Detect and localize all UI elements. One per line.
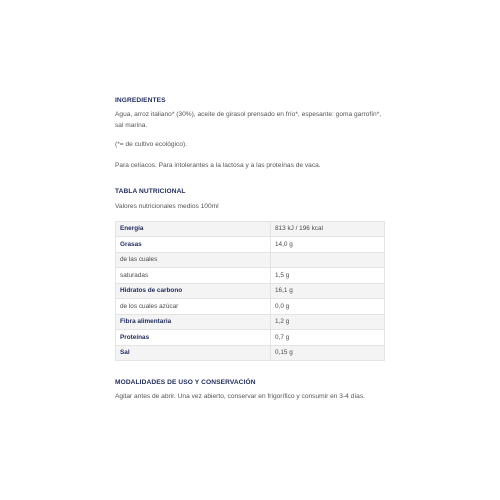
ingredients-text: Agua, arroz italiano* (30%), aceite de girasol prensado en frío*, espesante: goma garrofín*, sal marina. <box>115 111 382 129</box>
nutrient-name: Sal <box>116 345 271 361</box>
nutrient-value: 0,0 g <box>271 299 385 315</box>
nutrient-value: 14,0 g <box>271 237 385 253</box>
nutrient-value: 1,5 g <box>271 268 385 284</box>
nutrient-name: de los cuales azúcar <box>116 299 271 315</box>
usage-text: Agitar antes de abrir. Una vez abierto, conservar en frigorífico y consumir en 3-4 días. <box>115 393 365 401</box>
nutrient-name: Fibra alimentaria <box>116 314 271 330</box>
nutrient-value: 0,7 g <box>271 330 385 346</box>
product-info-content <box>115 96 387 403</box>
table-row <box>116 345 385 361</box>
table-row <box>116 268 385 284</box>
nutrient-name: Hidratos de carbono <box>116 283 271 299</box>
nutrient-name: Proteínas <box>116 330 271 346</box>
nutrient-value: 1,2 g <box>271 314 385 330</box>
table-row <box>116 221 385 237</box>
nutrient-name: saturadas <box>116 268 271 284</box>
celiac-note: Para celíacos. Para intolerantes a la lactosa y a las proteínas de vaca. <box>115 161 321 169</box>
nutrition-table <box>115 221 385 362</box>
nutrition-table-body <box>116 221 385 361</box>
table-row <box>116 252 385 268</box>
table-row <box>116 330 385 346</box>
table-row <box>116 237 385 253</box>
nutrient-value: 0,15 g <box>271 345 385 361</box>
ingredients-title: INGREDIENTES <box>115 97 166 104</box>
table-row <box>116 283 385 299</box>
nutrient-name: Energía <box>116 221 271 237</box>
nutrition-title: TABLA NUTRICIONAL <box>115 188 186 196</box>
nutrient-value: 16,1 g <box>271 283 385 299</box>
nutrient-value <box>271 252 385 268</box>
nutrient-name: Grasas <box>116 237 271 253</box>
nutrition-subtitle: Valores nutricionales medios 100ml <box>115 203 219 211</box>
usage-title: MODALIDADES DE USO Y CONSERVACIÓN <box>115 379 256 387</box>
nutrient-value: 813 kJ / 196 kcal <box>271 221 385 237</box>
eco-note: (*= de cultivo ecológico). <box>115 141 188 149</box>
table-row <box>116 314 385 330</box>
nutrient-name: de las cuales <box>116 252 271 268</box>
table-row <box>116 299 385 315</box>
